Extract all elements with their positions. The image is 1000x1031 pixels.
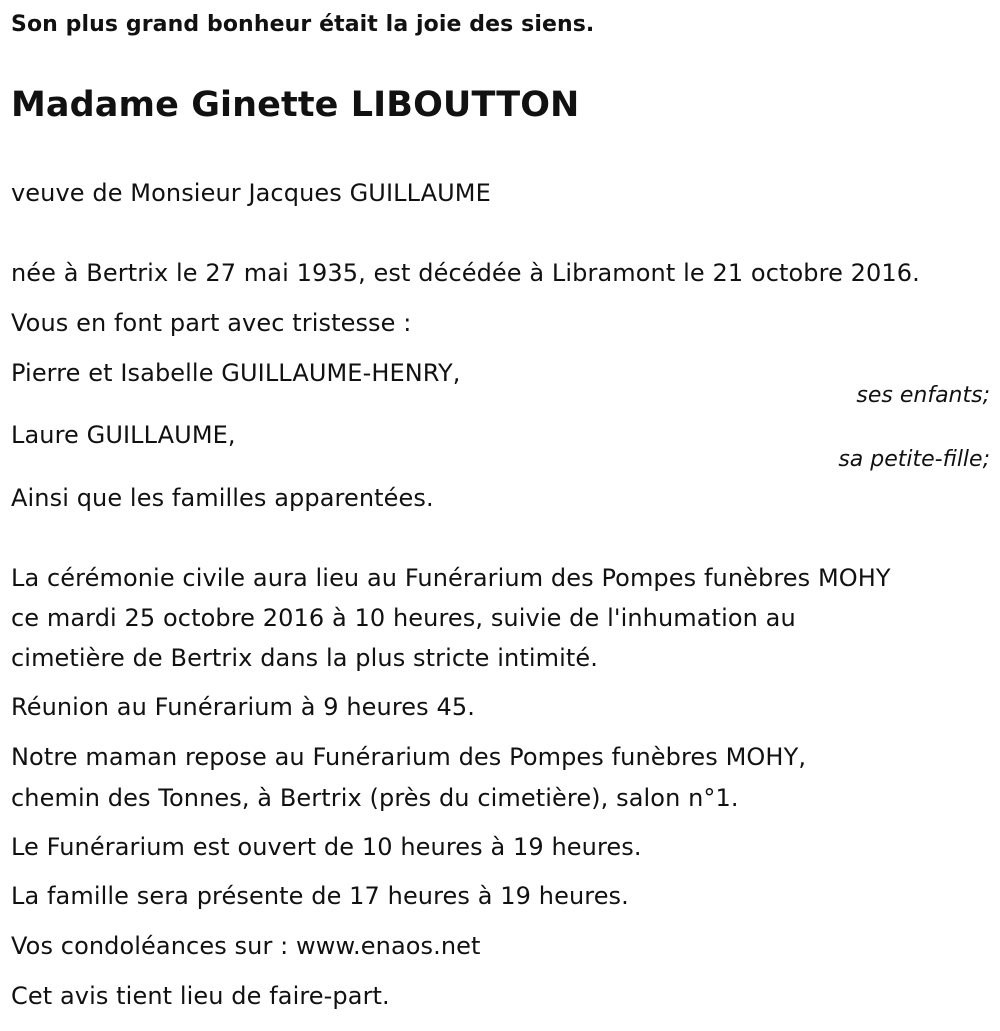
deceased-name: Madame Ginette LIBOUTTON [11,85,580,125]
opening-hours: Le Funérarium est ouvert de 10 heures à 19 heures. [11,833,642,861]
widow-of: veuve de Monsieur Jacques GUILLAUME [11,179,491,207]
family-role-granddaughter: sa petite-fille; [838,447,990,472]
family-member-children: Pierre et Isabelle GUILLAUME-HENRY, [11,359,461,387]
notice-statement: Cet avis tient lieu de faire-part. [11,982,390,1010]
visitation-line: chemin des Tonnes, à Bertrix (près du cimetière), salon n°1. [11,784,739,812]
family-member-granddaughter: Laure GUILLAUME, [11,421,236,449]
motto: Son plus grand bonheur était la joie des siens. [11,12,595,37]
family-presence: La famille sera présente de 17 heures à 19 heures. [11,882,629,910]
meeting-time: Réunion au Funérarium à 9 heures 45. [11,693,475,721]
ceremony-line: cimetière de Bertrix dans la plus stricte intimité. [11,644,598,672]
relatives: Ainsi que les familles apparentées. [11,484,434,512]
visitation-line: Notre maman repose au Funérarium des Pompes funèbres MOHY, [11,743,807,771]
birth-death: née à Bertrix le 27 mai 1935, est décédée à Libramont le 21 octobre 2016. [11,259,920,287]
condolences: Vos condoléances sur : www.enaos.net [11,932,481,960]
ceremony-line: La cérémonie civile aura lieu au Funérarium des Pompes funèbres MOHY [11,564,891,592]
ceremony-line: ce mardi 25 octobre 2016 à 10 heures, suivie de l'inhumation au [11,604,796,632]
family-role-children: ses enfants; [856,383,990,408]
announcement-intro: Vous en font part avec tristesse : [11,309,412,337]
